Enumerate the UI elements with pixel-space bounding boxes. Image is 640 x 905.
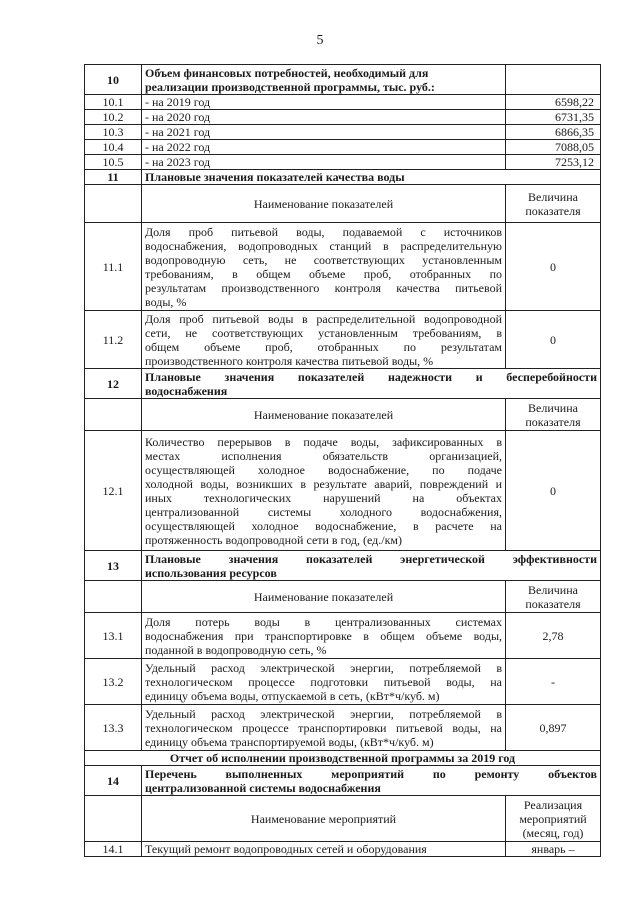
indicator-text: Доля потерь воды в централизованных системах водоснабжения при транспортировке в общем объеме воды, поданной в водопроводную сеть, %	[142, 613, 506, 659]
indicator-text: Доля проб питьевой воды, подаваемой с источников водоснабжения, водопроводных станций в распределительную водопроводную сеть, не соответствующих установленным требованиям, в общем объеме проб, отобранных по результатам производственного контроля качества питьевой воды, %	[142, 223, 506, 311]
column-header-row: Наименование показателей Величина показателя	[85, 581, 601, 613]
table-row: 13.2 Удельный расход электрической энергии, потребляемой в технологическом процессе подготовки питьевой воды, на единицу объема воды, отпускаемой в сеть, (кВт*ч/куб. м) -	[85, 659, 601, 705]
section-num: 10	[85, 65, 142, 95]
section-title: Плановые значения показателей надежности и бесперебойности водоснабжения	[142, 369, 601, 399]
section-title: Плановые значения показателей качества воды	[142, 170, 601, 185]
report-title: Отчет об исполнении производственной программы за 2019 год	[85, 751, 601, 766]
section-12-header: 12 Плановые значения показателей надежности и бесперебойности водоснабжения	[85, 369, 601, 399]
table-row: 10.5 - на 2023 год 7253,12	[85, 155, 601, 170]
indicator-text: Количество перерывов в подаче воды, зафиксированных в местах исполнения обязательств организацией, осуществляющей холодное водоснабжение, по подаче холодной воды, возникших в результате аварий, повреждений и иных технологических нарушений на объектах централизованной системы холодного водоснабжения, осуществляющей холодное водоснабжение, в расчете на протяженность водопроводной сети в год, (ед./км)	[142, 431, 506, 551]
table-row: 11.1 Доля проб питьевой воды, подаваемой с источников водоснабжения, водопроводных станций в распределительную водопроводную сеть, не соответствующих установленным требованиям, в общем объеме проб, отобранных по результатам производственного контроля качества питьевой воды, % 0	[85, 223, 601, 311]
table-row: 14.1 Текущий ремонт водопроводных сетей и оборудования январь –	[85, 842, 601, 857]
report-title-row	[85, 751, 601, 766]
column-header-name: Наименование показателей	[142, 185, 506, 223]
indicator-text: Удельный расход электрической энергии, потребляемой в технологическом процессе подготовки питьевой воды, на единицу объема воды, отпускаемой в сеть, (кВт*ч/куб. м)	[142, 659, 506, 705]
section-10-header	[85, 65, 601, 95]
section-14-header: 14 Перечень выполненных мероприятий по ремонту объектов централизованной системы водоснабжения	[85, 766, 601, 796]
indicator-text: Удельный расход электрической энергии, потребляемой в технологическом процессе транспортировки питьевой воды, на единицу объема транспортируемой воды, (кВт*ч/куб. м)	[142, 705, 506, 751]
table-row: 10.2 - на 2020 год 6731,35	[85, 110, 601, 125]
program-table	[84, 64, 601, 857]
table-row: 13.1 Доля потерь воды в централизованных системах водоснабжения при транспортировке в общем объеме воды, поданной в водопроводную сеть, % 2,78	[85, 613, 601, 659]
section-title: Плановые значения показателей энергетической эффективности использования ресурсов	[142, 551, 601, 581]
column-header-row	[85, 185, 601, 223]
indicator-text: Доля проб питьевой воды в распределительной водопроводной сети, не соответствующих установленным требованиям, в общем объеме проб, отобранных по результатам производственного контроля качества питьевой воды, %	[142, 311, 506, 369]
table-row: 11.2 Доля проб питьевой воды в распределительной водопроводной сети, не соответствующих установленным требованиям, в общем объеме проб, отобранных по результатам производственного контроля качества питьевой воды, % 0	[85, 311, 601, 369]
section-11-header: 11 Плановые значения показателей качества воды	[85, 170, 601, 185]
column-header-row: Наименование мероприятий Реализация мероприятий (месяц, год)	[85, 796, 601, 842]
column-header-row: Наименование показателей Величина показателя	[85, 399, 601, 431]
section-title: Перечень выполненных мероприятий по ремонту объектов централизованной системы водоснабжения	[142, 766, 601, 796]
section-13-header: 13 Плановые значения показателей энергетической эффективности использования ресурсов	[85, 551, 601, 581]
page-number: 5	[316, 33, 324, 48]
table-row: 10.4 - на 2022 год 7088,05	[85, 140, 601, 155]
table-row: 12.1 Количество перерывов в подаче воды, зафиксированных в местах исполнения обязательств организацией, осуществляющей холодное водоснабжение, по подаче холодной воды, возникших в результате аварий, повреждений и иных технологических нарушений на объектах централизованной системы холодного водоснабжения, осуществляющей холодное водоснабжение, в расчете на протяженность водопроводной сети в год, (ед./км) 0	[85, 431, 601, 551]
table-row: 13.3 Удельный расход электрической энергии, потребляемой в технологическом процессе транспортировки питьевой воды, на единицу объема транспортируемой воды, (кВт*ч/куб. м) 0,897	[85, 705, 601, 751]
section-title: Объем финансовых потребностей, необходимый для реализации производственной программы, тыс. руб.:	[142, 65, 506, 95]
table-row: 10.1 - на 2019 год 6598,22	[85, 95, 601, 110]
table-row: 10.3 - на 2021 год 6866,35	[85, 125, 601, 140]
column-header-value: Величина показателя	[506, 185, 601, 223]
